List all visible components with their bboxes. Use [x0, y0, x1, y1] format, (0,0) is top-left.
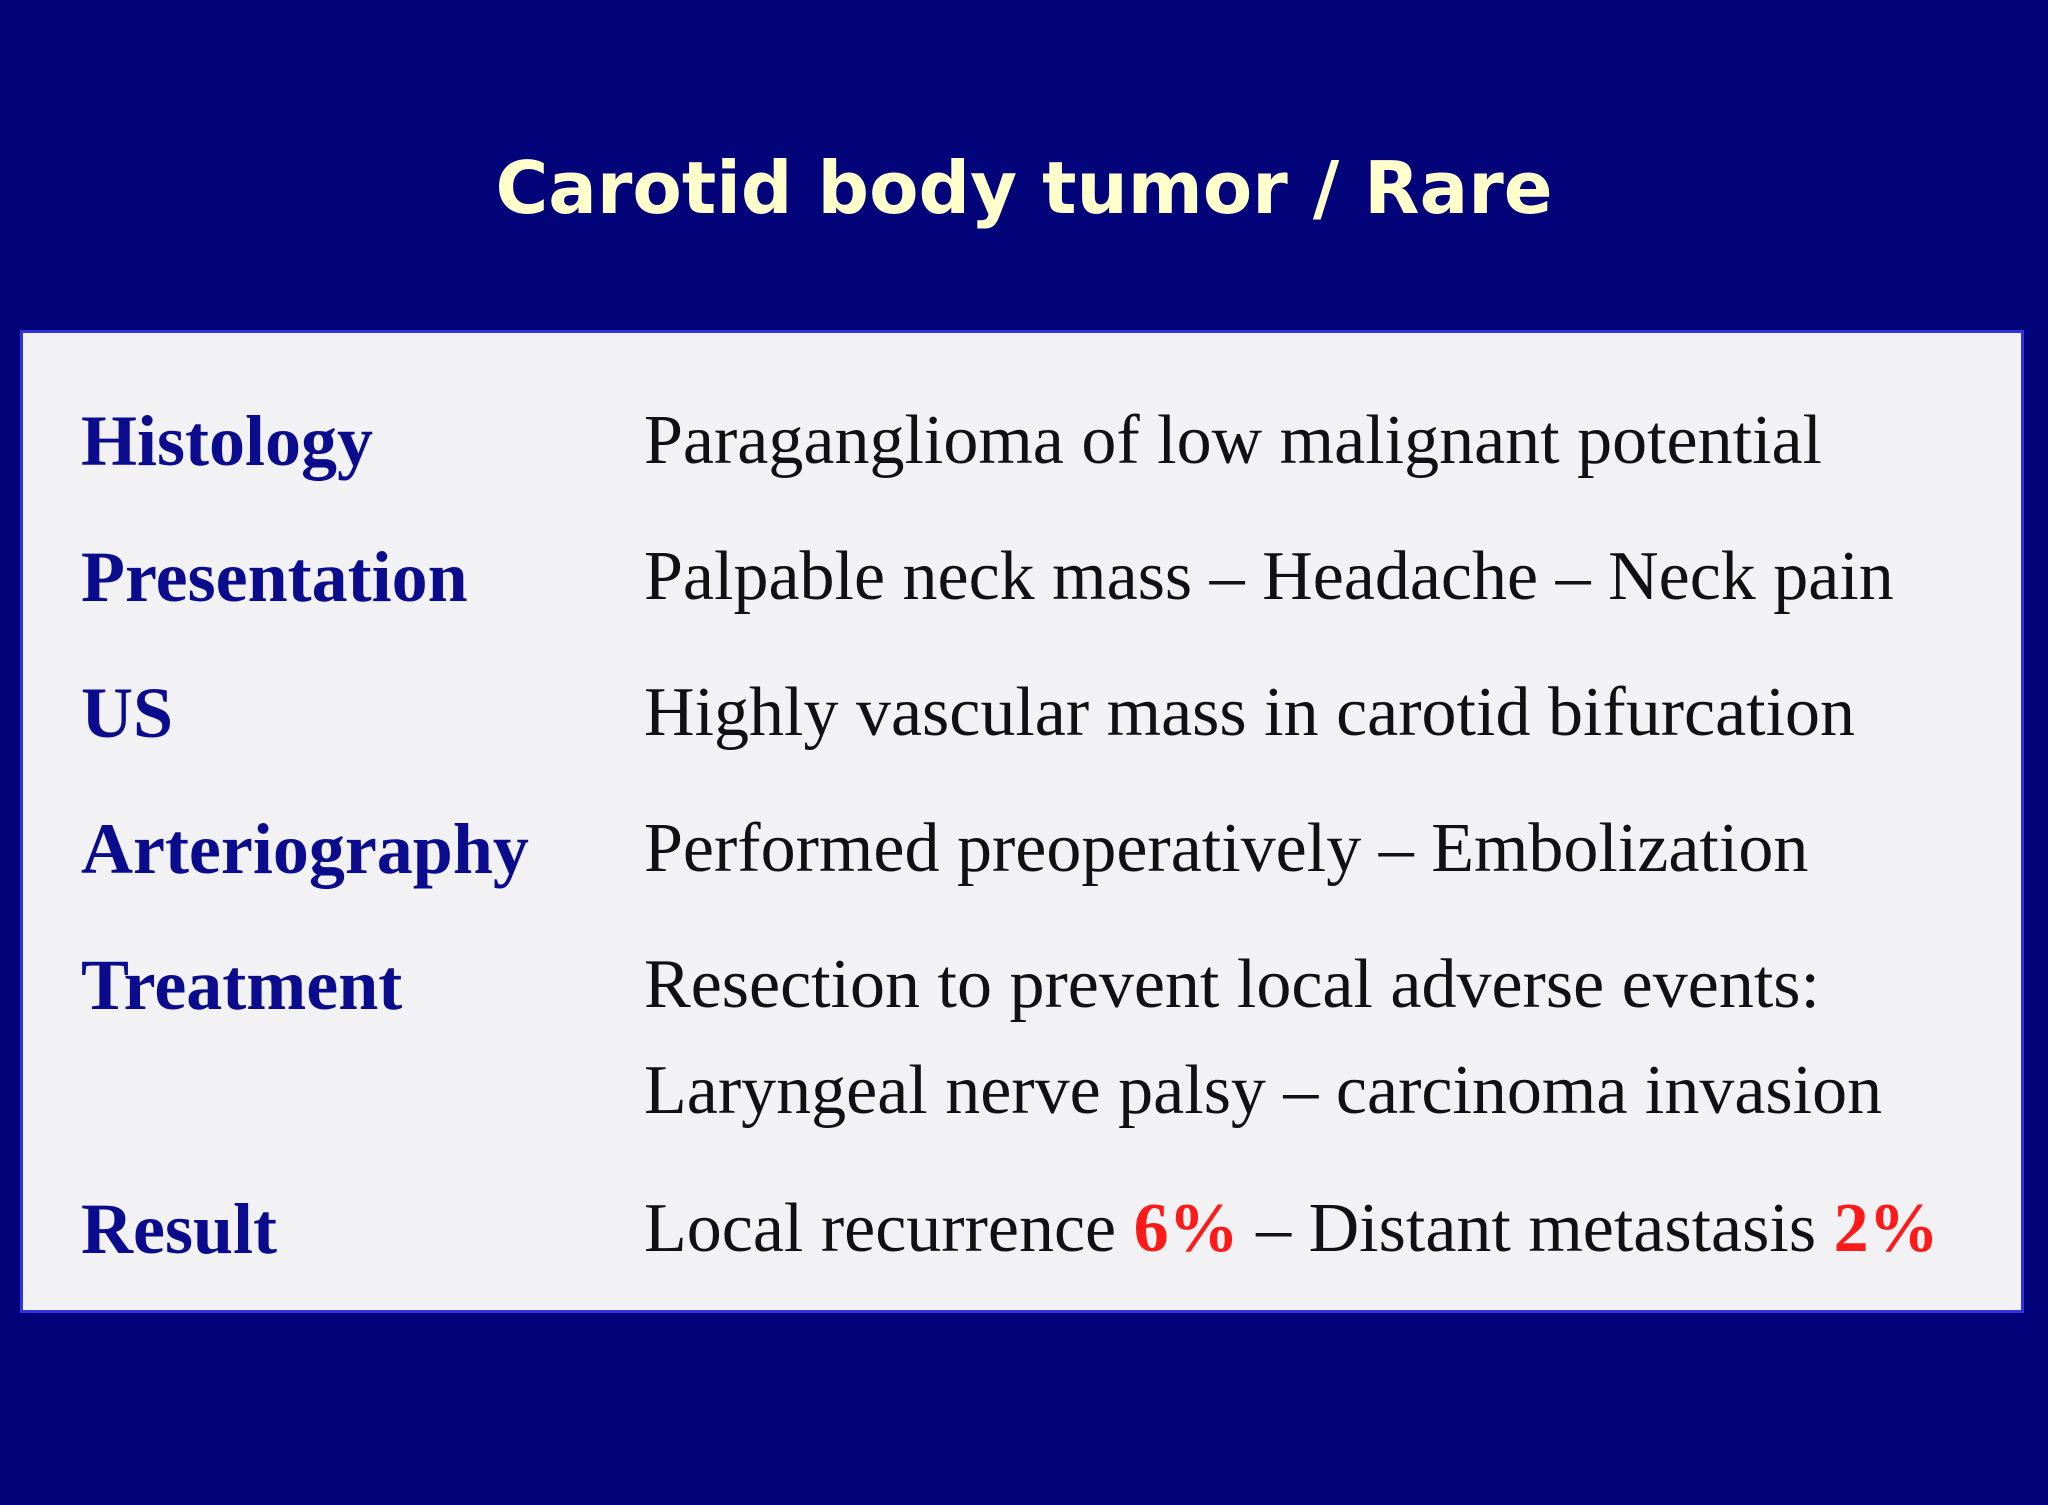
- desc-arteriography: Performed preoperatively – Embolization: [644, 810, 1809, 887]
- desc-treatment-line2: Laryngeal nerve palsy – carcinoma invasion: [644, 1052, 1883, 1129]
- term-histology: Histology: [81, 401, 374, 481]
- term-presentation: Presentation: [81, 537, 468, 617]
- distant-metastasis-value: 2%: [1833, 1190, 1939, 1267]
- term-arteriography: Arteriography: [81, 809, 529, 889]
- desc-us: Highly vascular mass in carotid bifurcation: [644, 674, 1856, 751]
- content-panel: [20, 330, 2024, 1313]
- result-distant-metastasis-label: – Distant metastasis: [1238, 1190, 1834, 1267]
- term-treatment: Treatment: [81, 945, 403, 1025]
- desc-histology: Paraganglioma of low malignant potential: [644, 402, 1823, 479]
- slide-title: Carotid body tumor / Rare: [495, 146, 1553, 230]
- result-local-recurrence-label: Local recurrence: [644, 1190, 1134, 1267]
- desc-result: [644, 1176, 1939, 1282]
- term-us: US: [81, 673, 174, 753]
- term-result: Result: [81, 1189, 277, 1269]
- local-recurrence-value: 6%: [1133, 1190, 1239, 1267]
- desc-presentation: Palpable neck mass – Headache – Neck pain: [644, 538, 1894, 615]
- desc-treatment-line1: Resection to prevent local adverse events:: [644, 946, 1820, 1023]
